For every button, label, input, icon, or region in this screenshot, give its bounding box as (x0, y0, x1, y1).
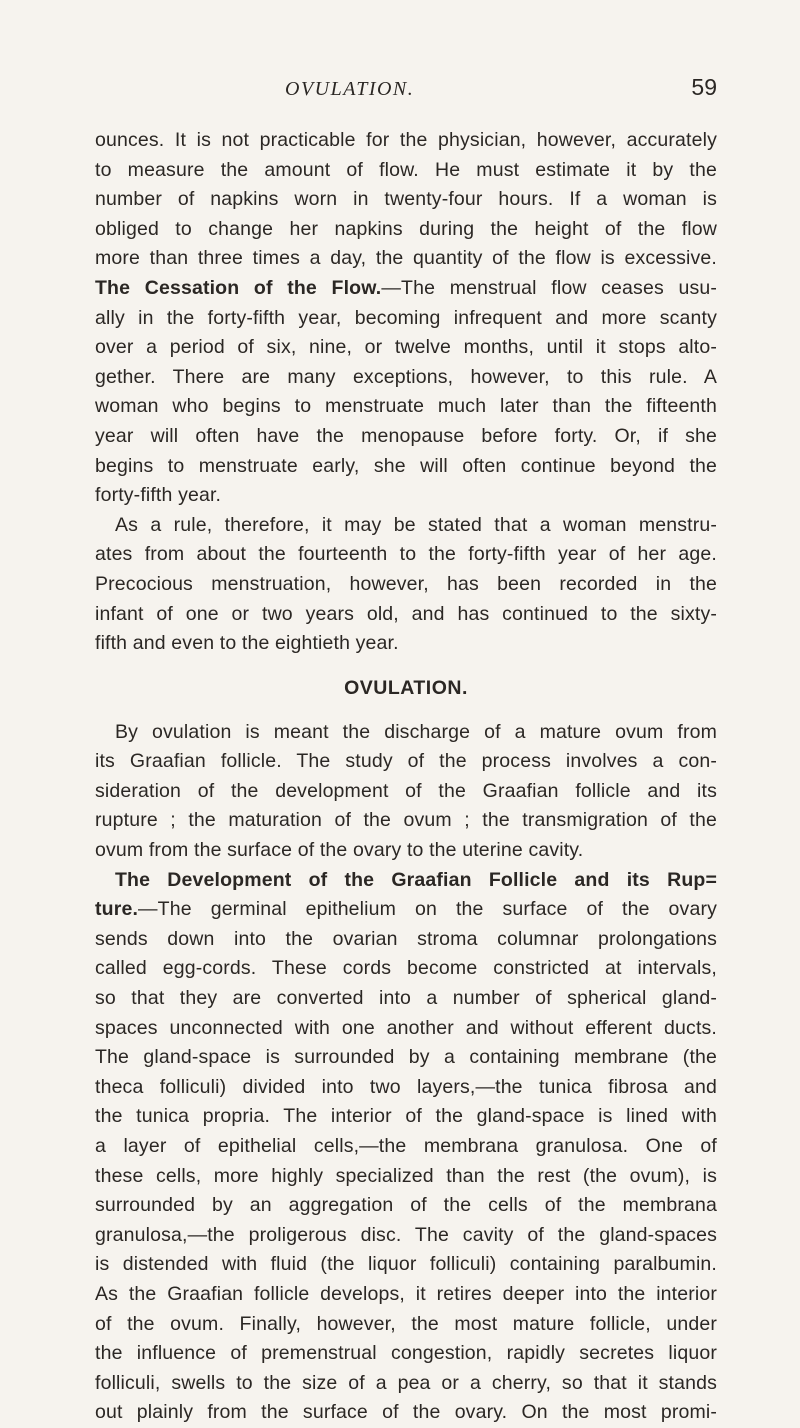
text-line: called egg-cords. These cords become constricted at intervals, (95, 957, 717, 980)
text-line: infant of one or two years old, and has continued to the sixty- (95, 602, 717, 625)
text-line: woman who begins to menstruate much later than the fifteenth (95, 395, 717, 418)
text-line: out plainly from the surface of the ovary. On the most promi- (95, 1401, 717, 1424)
text-line: is distended with fluid (the liquor folliculi) containing paralbumin. (95, 1253, 717, 1276)
text-line: the influence of premenstrual congestion, rapidly secretes liquor (95, 1342, 717, 1365)
text-line: fifth and even to the eightieth year. (95, 632, 399, 655)
subsection-heading: The Development of the Graafian Follicle and its Rup= (115, 868, 717, 891)
subsection-heading-line (95, 895, 717, 925)
text-line: the tunica propria. The interior of the gland-space is lined with (95, 1105, 717, 1128)
text-line: rupture ; the maturation of the ovum ; the transmigration of the (95, 809, 717, 832)
text-line: obliged to change her napkins during the height of the flow (95, 217, 717, 240)
cessation-heading: The Cessation of the Flow. (95, 276, 382, 299)
text-line: so that they are converted into a number of spherical gland- (95, 987, 717, 1010)
body-text (95, 126, 717, 1428)
text-line: As the Graafian follicle develops, it retires deeper into the interior (95, 1282, 717, 1305)
text-line: to measure the amount of flow. He must estimate it by the (95, 158, 717, 181)
text-line: As a rule, therefore, it may be stated that a woman menstru- (115, 513, 717, 536)
text-line: these cells, more highly specialized than the rest (the ovum), is (95, 1164, 717, 1187)
running-head (95, 74, 717, 108)
text-line: year will often have the menopause before forty. Or, if she (95, 424, 717, 447)
subsection-heading-cont: ture. (95, 898, 139, 921)
text-line: ounces. It is not practicable for the physician, however, accurately (95, 129, 717, 151)
text-line: sends down into the ovarian stroma columnar prolongations (95, 927, 717, 950)
text-line: The gland-space is surrounded by a containing membrane (the (95, 1046, 717, 1069)
text-line: gether. There are many exceptions, however, to this rule. A (95, 365, 717, 388)
text-line: its Graafian follicle. The study of the process involves a con- (95, 750, 717, 773)
text-line: a layer of epithelial cells,—the membrana granulosa. One of (95, 1135, 717, 1157)
text-line: spaces unconnected with one another and without efferent ducts. (95, 1016, 717, 1039)
text-line: begins to menstruate early, she will often continue beyond the (95, 454, 717, 477)
text-line: By ovulation is meant the discharge of a mature ovum from (115, 720, 717, 743)
section-heading: OVULATION. (344, 676, 468, 699)
text-line: over a period of six, nine, or twelve months, until it stops alto- (95, 336, 717, 359)
text-line: forty-fifth year. (95, 484, 222, 507)
page-number: 59 (691, 74, 717, 100)
text-line: folliculi, swells to the size of a pea or a cherry, so that it stands (95, 1371, 717, 1394)
text-line: of the ovum. Finally, however, the most mature follicle, under (95, 1312, 717, 1335)
text-line: ovum from the surface of the ovary to the uterine cavity. (95, 839, 584, 862)
text-line: theca folliculi) divided into two layers,—the tunica fibrosa and (95, 1075, 717, 1098)
text-line: number of napkins worn in twenty-four hours. If a woman is (95, 188, 717, 211)
text-line: sideration of the development of the Graafian follicle and its (95, 779, 717, 802)
cessation-heading-line (95, 274, 717, 304)
running-title: OVULATION. (285, 78, 415, 100)
text-line: Precocious menstruation, however, has been recorded in the (95, 572, 717, 595)
text-line: more than three times a day, the quantity of the flow is excessive. (95, 247, 717, 270)
cessation-heading-rest: —The menstrual flow ceases usu- (381, 276, 717, 299)
text-line: ally in the forty-fifth year, becoming infrequent and more scanty (95, 306, 717, 329)
subsection-heading-rest: —The germinal epithelium on the surface of the ovary (138, 898, 717, 921)
text-line: ates from about the fourteenth to the forty-fifth year of her age. (95, 543, 717, 566)
text-line: surrounded by an aggregation of the cells of the membrana (95, 1194, 717, 1217)
text-line: granulosa,—the proligerous disc. The cavity of the gland-spaces (95, 1223, 717, 1246)
